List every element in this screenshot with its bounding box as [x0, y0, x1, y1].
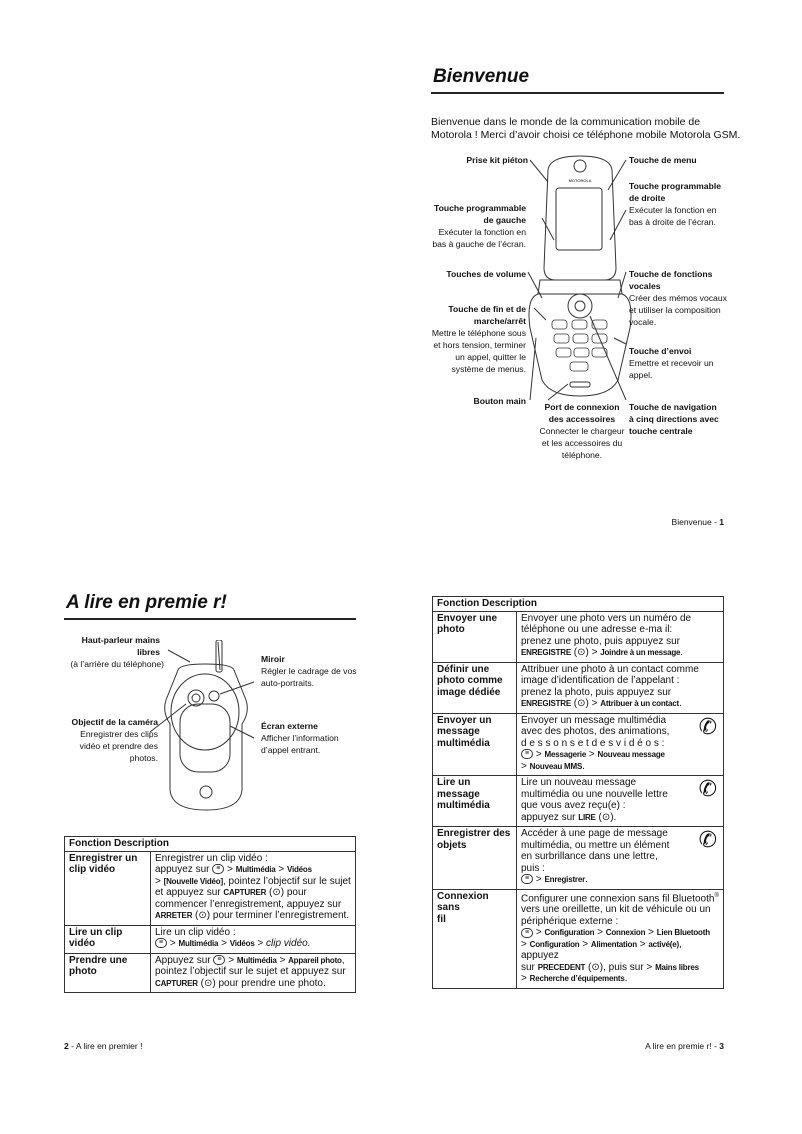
- menu-key-icon: ≡: [213, 955, 225, 965]
- phone-feature-icon: ✆: [698, 827, 717, 852]
- softkey-icon: ⊙: [272, 887, 281, 898]
- phone-feature-icon: ✆: [698, 713, 717, 739]
- phone-back-illustration: [150, 640, 260, 820]
- softkey-icon: ⊙: [601, 811, 611, 823]
- menu-key-icon: ≡: [155, 938, 167, 948]
- page-footer-2: 2 - A lire en premier !: [64, 1041, 143, 1051]
- label-navigation: Touche de navigation à cinq directions avec touche centrale: [629, 402, 719, 436]
- softkey-icon: ⊙: [591, 961, 600, 973]
- label-prise-kit: Prise kit piéton: [466, 155, 528, 165]
- table-header: Fonction Description: [65, 837, 356, 852]
- label-miroir: Miroir Régler le cadrage de vos auto-portraits.: [261, 654, 357, 688]
- table-row: Définir une photo comme image dédiée Attribuer une photo à un contact comme image d’identification de l’appelant : prenez la photo, puis appuyez sur ENREGISTRE (⊙) > Attribuer à un contact.: [433, 662, 724, 713]
- intro-text: Bienvenue dans le monde de la communication mobile de Motorola ! Merci d’avoir choisi ce téléphone mobile Motorola GSM.: [431, 116, 741, 141]
- page-footer-1: Bienvenue - 1: [671, 517, 724, 527]
- table-row: Envoyer un message multimédia Envoyer un message multimédia avec des photos, des animations, d e s s o n s e t d e s v i d é o s : ≡ > Messagerie > Nouveau message > Nouveau MMS. ✆: [433, 713, 724, 776]
- label-objectif: Objectif de la caméra Enregistrer des clips vidéo et prendre des photos.: [71, 717, 158, 763]
- softkey-icon: ⊙: [203, 977, 213, 989]
- table-row: Lire un clip vidéo Lire un clip vidéo : ≡ > Multimédia > Vidéos > clip vidéo.: [65, 925, 356, 953]
- menu-key-icon: ≡: [521, 874, 533, 884]
- table-row: Prendre une photo Appuyez sur ≡ > Multimédia > Appareil photo, pointez l’objectif sur le sujet et appuyez sur CAPTURER (⊙) pour prendre une photo.: [65, 953, 356, 993]
- menu-key-icon: ≡: [521, 749, 533, 759]
- label-prog-droite: Touche programmable de droite Exécuter la fonction en bas à droite de l’écran.: [629, 181, 722, 227]
- title-rule: [431, 92, 724, 94]
- page-title-bienvenue: Bienvenue: [433, 66, 530, 87]
- table-row: Enregistrer des objets Accéder à une page de message multimédia, ou mettre un élément en surbrillance dans une lettre, puis : ≡ > Enregistrer. ✆: [433, 827, 724, 890]
- phone-feature-icon: ✆: [698, 776, 717, 801]
- label-touche-menu: Touche de menu: [629, 155, 697, 165]
- title-rule: [64, 618, 356, 620]
- page-title-a-lire: A lire en premie r!: [66, 592, 227, 613]
- page-footer-3: A lire en premie r! - 3: [645, 1041, 724, 1051]
- table-row: Lire un message multimédia Lire un nouveau message multimédia ou une nouvelle lettre que vous avez reçu(e) : appuyez sur LIRE (⊙). ✆: [433, 776, 724, 827]
- table-row: Enregistrer un clip vidéo Enregistrer un clip vidéo : appuyez sur ≡ > Multimédia > Vidéos > [Nouvelle Vidéo], pointez l’objectif sur le sujet et appuyez sur CAPTURER (⊙) pour commencer l’enregistrement, appuyez sur ARRETER (⊙) pour terminer l’enregistrement.: [65, 851, 356, 925]
- label-envoi: Touche d’envoi Emettre et recevoir un appel.: [629, 346, 714, 380]
- label-prog-gauche: Touche programmable de gauche Exécuter la fonction en bas à gauche de l’écran.: [432, 203, 526, 249]
- label-volume: Touches de volume: [446, 269, 526, 279]
- softkey-icon: ⊙: [577, 698, 586, 709]
- label-fin: Touche de fin et de marche/arrêt Mettre le téléphone sous et hors tension, terminer un appel, quitter le système de menus.: [431, 304, 526, 374]
- table-header: Fonction Description: [433, 597, 724, 612]
- table-row: Connexion sans fil Configurer une connexion sans fil Bluetooth® vers une oreillette, un kit de véhicule ou un périphérique externe : ≡ > Configuration > Connexion > Lien Bluetooth > Configuration > Alimentation > activé(e), appuyez sur PRECEDENT (⊙), puis sur > Mains libres > Recherche d’équipements.: [433, 889, 724, 988]
- feature-table-left: [64, 836, 356, 993]
- softkey-icon: ⊙: [198, 910, 207, 921]
- phone-brand: MOTOROLA: [568, 178, 592, 183]
- table-row: Envoyer une photo Envoyer une photo vers un numéro de téléphone ou une adresse e-ma il: prenez une photo, puis appuyez sur ENREGISTRE (⊙) > Joindre à un message.: [433, 611, 724, 662]
- menu-key-icon: ≡: [212, 864, 224, 874]
- label-haut-parleur: Haut-parleur mains libres (à l’arrière du téléphone): [70, 635, 164, 669]
- menu-key-icon: ≡: [521, 928, 533, 938]
- softkey-icon: ⊙: [577, 647, 586, 658]
- label-main: Bouton main: [473, 396, 526, 406]
- label-ecran: Écran externe Afficher l’information d’appel entrant.: [261, 721, 339, 755]
- label-port: Port de connexion des accessoires Connecter le chargeur et les accessoires du téléphone.: [539, 402, 625, 460]
- label-vocales: Touche de fonctions vocales Créer des mémos vocaux et utiliser la composition vocale.: [629, 269, 727, 327]
- feature-table-right: [432, 596, 724, 989]
